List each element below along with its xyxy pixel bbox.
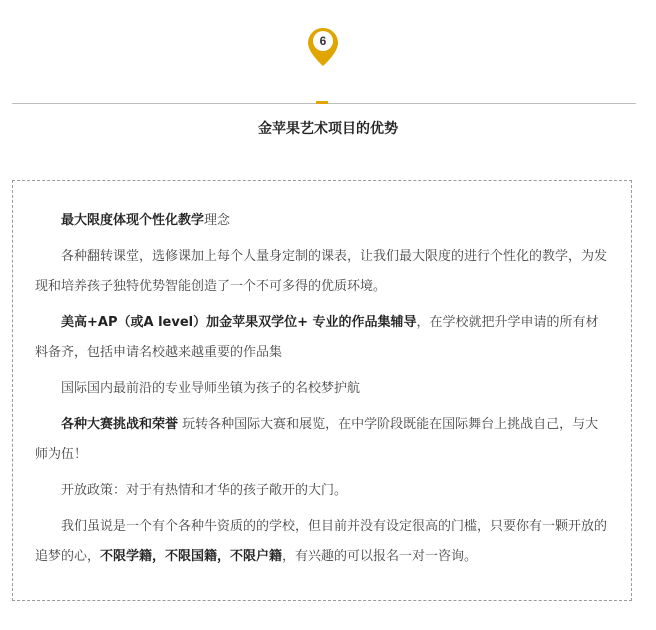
- paragraph-mentors: [35, 374, 609, 404]
- paragraph-bold: 最大限度体现个性化教学: [61, 213, 205, 228]
- divider-accent: [316, 101, 328, 104]
- paragraph-bold: 各种大赛挑战和荣誉: [61, 417, 179, 432]
- paragraph-text: ，有兴趣的可以报名一对一咨询。: [282, 549, 478, 564]
- paragraph-open-policy: [35, 476, 609, 506]
- paragraph-text: ，在学校就把升学申请的所有材料备齐，包括申请名校越来越重要的作品集: [35, 315, 599, 360]
- paragraph-text: 理念: [204, 213, 231, 228]
- paragraph-text: 玩转各种国际大赛和展览，在中学阶段既能在国际舞台上挑战自己，与大师为伍！: [35, 417, 599, 462]
- paragraph-admission: [35, 512, 609, 572]
- content-box: [12, 180, 632, 601]
- section-title: 金苹果艺术项目的优势: [258, 121, 398, 137]
- paragraph-bold: 美高+AP（或A level）加金苹果双学位+ 专业的作品集辅导: [61, 315, 417, 330]
- paragraph-text: 国际国内最前沿的专业导师坐镇为孩子的名校梦护航: [61, 381, 361, 396]
- paragraph-competitions: [35, 410, 609, 470]
- paragraph-text: 各种翻转课堂，选修课加上每个人量身定制的课表，让我们最大限度的进行个性化的教学，为发现和培养孩子独特优势智能创造了一个不可多得的优质环境。: [35, 249, 608, 294]
- paragraph-text: 开放政策：对于有热情和才华的孩子敞开的大门。: [61, 483, 348, 498]
- paragraph-dual-degree: [35, 308, 609, 368]
- badge-number: 6: [319, 34, 327, 48]
- paragraph-text: 我们虽说是一个有个各种牛资质的的学校，但目前并没有设定很高的门槛，只要你有一颗开放的追梦的心，: [35, 519, 608, 564]
- number-badge-pin: [307, 27, 339, 67]
- paragraph-flipped-classroom: [35, 242, 609, 302]
- paragraph-bold: 不限学籍，不限国籍，不限户籍: [100, 549, 283, 564]
- paragraph-personalized-teaching: [35, 206, 609, 236]
